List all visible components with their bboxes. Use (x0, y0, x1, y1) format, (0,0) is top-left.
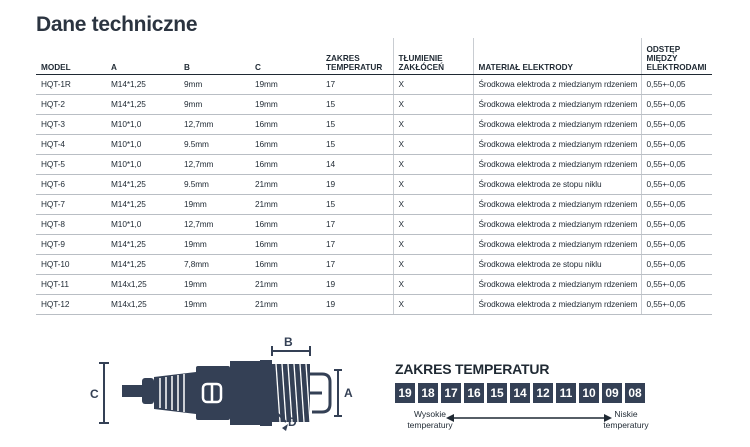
cell-temp: 15 (321, 114, 393, 134)
cell-damping: X (393, 294, 473, 314)
cell-gap: 0,55+-0,05 (641, 134, 712, 154)
table-row (36, 294, 712, 314)
cell-c: 21mm (250, 294, 321, 314)
cell-b: 19mm (179, 274, 250, 294)
cell-a: M14*1,25 (106, 74, 179, 94)
table-row (36, 214, 712, 234)
cell-b: 12,7mm (179, 154, 250, 174)
label-a: A (344, 386, 353, 400)
cell-gap: 0,55+-0,05 (641, 174, 712, 194)
table-header-row (36, 38, 712, 74)
scale-cell: 14 (510, 383, 530, 403)
cell-a: M10*1,0 (106, 114, 179, 134)
scale-cell: 19 (395, 383, 415, 403)
table-row (36, 134, 712, 154)
cell-gap: 0,55+-0,05 (641, 254, 712, 274)
temperature-scale (395, 383, 645, 403)
spark-plug-diagram (86, 334, 356, 444)
cell-model: HQT-10 (36, 254, 106, 274)
cell-temp: 19 (321, 294, 393, 314)
cell-damping: X (393, 174, 473, 194)
cell-material: Środkowa elektroda ze stopu niklu (473, 254, 641, 274)
scale-cell: 09 (602, 383, 622, 403)
cell-gap: 0,55+-0,05 (641, 194, 712, 214)
cell-model: HQT-6 (36, 174, 106, 194)
scale-cell: 16 (464, 383, 484, 403)
header-model: MODEL (36, 38, 106, 74)
cell-a: M10*1,0 (106, 134, 179, 154)
cell-b: 19mm (179, 234, 250, 254)
cell-damping: X (393, 74, 473, 94)
cell-c: 16mm (250, 234, 321, 254)
scale-cell: 18 (418, 383, 438, 403)
cell-damping: X (393, 114, 473, 134)
cell-a: M14x1,25 (106, 294, 179, 314)
cell-damping: X (393, 94, 473, 114)
cell-a: M10*1,0 (106, 214, 179, 234)
cell-model: HQT-2 (36, 94, 106, 114)
cell-gap: 0,55+-0,05 (641, 274, 712, 294)
cell-material: Środkowa elektroda z miedzianym rdzeniem (473, 74, 641, 94)
label-d: D (288, 415, 297, 429)
scale-cell: 17 (441, 383, 461, 403)
cell-b: 9.5mm (179, 134, 250, 154)
cell-temp: 15 (321, 94, 393, 114)
cell-model: HQT-12 (36, 294, 106, 314)
table-row (36, 194, 712, 214)
cell-temp: 19 (321, 274, 393, 294)
header-a: A (106, 38, 179, 74)
header-b: B (179, 38, 250, 74)
scale-cell: 11 (556, 383, 576, 403)
cell-a: M10*1,0 (106, 154, 179, 174)
plug-body (230, 361, 260, 425)
cell-c: 21mm (250, 174, 321, 194)
cell-temp: 17 (321, 234, 393, 254)
spec-table (36, 38, 712, 315)
cell-gap: 0,55+-0,05 (641, 94, 712, 114)
cell-temp: 15 (321, 194, 393, 214)
scale-cell: 12 (533, 383, 553, 403)
cell-material: Środkowa elektroda z miedzianym rdzeniem (473, 274, 641, 294)
table-row (36, 254, 712, 274)
cell-temp: 15 (321, 134, 393, 154)
cold-label: Niskie temperatury (603, 409, 649, 430)
cell-a: M14*1,25 (106, 194, 179, 214)
cell-a: M14*1,25 (106, 254, 179, 274)
header-material: MATERIAŁ ELEKTRODY (473, 38, 641, 74)
double-arrow-icon (446, 413, 612, 423)
cell-temp: 17 (321, 74, 393, 94)
cell-a: M14*1,25 (106, 234, 179, 254)
table-row (36, 274, 712, 294)
cell-model: HQT-7 (36, 194, 106, 214)
cell-damping: X (393, 234, 473, 254)
cell-model: HQT-8 (36, 214, 106, 234)
cell-model: HQT-4 (36, 134, 106, 154)
terminal-nut (122, 385, 142, 397)
cell-material: Środkowa elektroda z miedzianym rdzeniem (473, 294, 641, 314)
cell-material: Środkowa elektroda z miedzianym rdzeniem (473, 214, 641, 234)
cell-gap: 0,55+-0,05 (641, 74, 712, 94)
cell-damping: X (393, 214, 473, 234)
cell-b: 19mm (179, 294, 250, 314)
table-row (36, 174, 712, 194)
header-gap: ODSTĘP MIĘDZY ELEKTRODAMI (641, 38, 712, 74)
cell-temp: 14 (321, 154, 393, 174)
cell-model: HQT-9 (36, 234, 106, 254)
cell-a: M14*1,25 (106, 94, 179, 114)
page-title: Dane techniczne (36, 13, 198, 36)
scale-cell: 15 (487, 383, 507, 403)
cell-temp: 17 (321, 254, 393, 274)
cell-material: Środkowa elektroda ze stopu niklu (473, 174, 641, 194)
label-c: C (90, 387, 99, 401)
cell-material: Środkowa elektroda z miedzianym rdzeniem (473, 194, 641, 214)
cell-c: 16mm (250, 114, 321, 134)
cell-material: Środkowa elektroda z miedzianym rdzeniem (473, 154, 641, 174)
cell-c: 21mm (250, 274, 321, 294)
cell-c: 21mm (250, 194, 321, 214)
cell-c: 16mm (250, 154, 321, 174)
cell-gap: 0,55+-0,05 (641, 114, 712, 134)
cell-material: Środkowa elektroda z miedzianym rdzeniem (473, 134, 641, 154)
cell-temp: 19 (321, 174, 393, 194)
table-row (36, 94, 712, 114)
cell-b: 12,7mm (179, 214, 250, 234)
table-row (36, 114, 712, 134)
cell-temp: 17 (321, 214, 393, 234)
cell-damping: X (393, 194, 473, 214)
cell-b: 7,8mm (179, 254, 250, 274)
scale-cell: 10 (579, 383, 599, 403)
scale-cell: 08 (625, 383, 645, 403)
cell-b: 12,7mm (179, 114, 250, 134)
cell-c: 16mm (250, 254, 321, 274)
cell-gap: 0,55+-0,05 (641, 234, 712, 254)
cell-b: 19mm (179, 194, 250, 214)
cell-material: Środkowa elektroda z miedzianym rdzeniem (473, 94, 641, 114)
header-c: C (250, 38, 321, 74)
cell-model: HQT-3 (36, 114, 106, 134)
table-row (36, 234, 712, 254)
cell-damping: X (393, 274, 473, 294)
temperature-scale-title: ZAKRES TEMPERATUR (395, 361, 550, 377)
table-row (36, 154, 712, 174)
cell-c: 19mm (250, 94, 321, 114)
cell-c: 16mm (250, 214, 321, 234)
cell-model: HQT-11 (36, 274, 106, 294)
label-b: B (284, 335, 293, 349)
header-damping: TŁUMIENIE ZAKŁÓCEŃ (393, 38, 473, 74)
cell-damping: X (393, 134, 473, 154)
cell-gap: 0,55+-0,05 (641, 154, 712, 174)
table-row (36, 74, 712, 94)
cell-model: HQT-1R (36, 74, 106, 94)
cell-a: M14x1,25 (106, 274, 179, 294)
cell-c: 19mm (250, 74, 321, 94)
cell-c: 16mm (250, 134, 321, 154)
hot-label: Wysokie temperatury (407, 409, 453, 430)
cell-model: HQT-5 (36, 154, 106, 174)
cell-b: 9.5mm (179, 174, 250, 194)
cell-b: 9mm (179, 74, 250, 94)
cell-gap: 0,55+-0,05 (641, 214, 712, 234)
cell-damping: X (393, 254, 473, 274)
cell-material: Środkowa elektroda z miedzianym rdzeniem (473, 114, 641, 134)
header-temp: ZAKRES TEMPERATUR (321, 38, 393, 74)
cell-gap: 0,55+-0,05 (641, 294, 712, 314)
cell-damping: X (393, 154, 473, 174)
cell-b: 9mm (179, 94, 250, 114)
table-body (36, 74, 712, 314)
cell-a: M14*1,25 (106, 174, 179, 194)
cell-material: Środkowa elektroda z miedzianym rdzeniem (473, 234, 641, 254)
